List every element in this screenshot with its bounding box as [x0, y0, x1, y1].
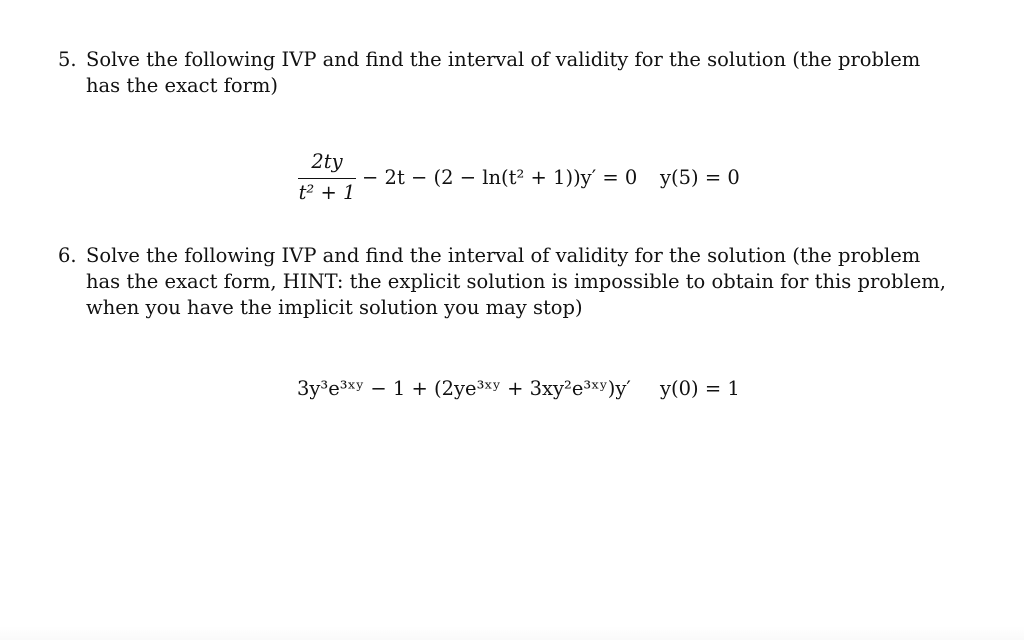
problem-5 [58, 47, 958, 99]
fraction-numerator: 2ty [311, 150, 343, 173]
problem-6 [58, 243, 958, 321]
problem-statement: Solve the following IVP and find the interval of validity for the solution (the problem has the exact form, HINT: the explicit solution is impossible to obtain for this problem, when you have the implicit solution you may stop) [86, 244, 946, 319]
equation-problem-5 [298, 150, 758, 210]
fraction-bar [298, 178, 356, 179]
cropped-previous-line [0, 0, 1024, 8]
problem-number: 5. [58, 48, 77, 71]
equation-expression: 3y³e³ˣʸ − 1 + (2ye³ˣʸ + 3xy²e³ˣʸ)y′ [297, 377, 631, 400]
initial-condition: y(0) = 1 [660, 377, 740, 400]
equation-problem-6 [297, 376, 757, 406]
fraction [298, 150, 356, 205]
problem-statement: Solve the following IVP and find the interval of validity for the solution (the problem has the exact form) [86, 48, 921, 97]
initial-condition: y(5) = 0 [660, 166, 740, 189]
problem-number: 6. [58, 244, 77, 267]
equation-rest: − 2t − (2 − ln(t² + 1))y′ = 0 [362, 166, 638, 189]
page-bottom-edge [0, 626, 1024, 640]
fraction-denominator: t² + 1 [298, 181, 356, 204]
